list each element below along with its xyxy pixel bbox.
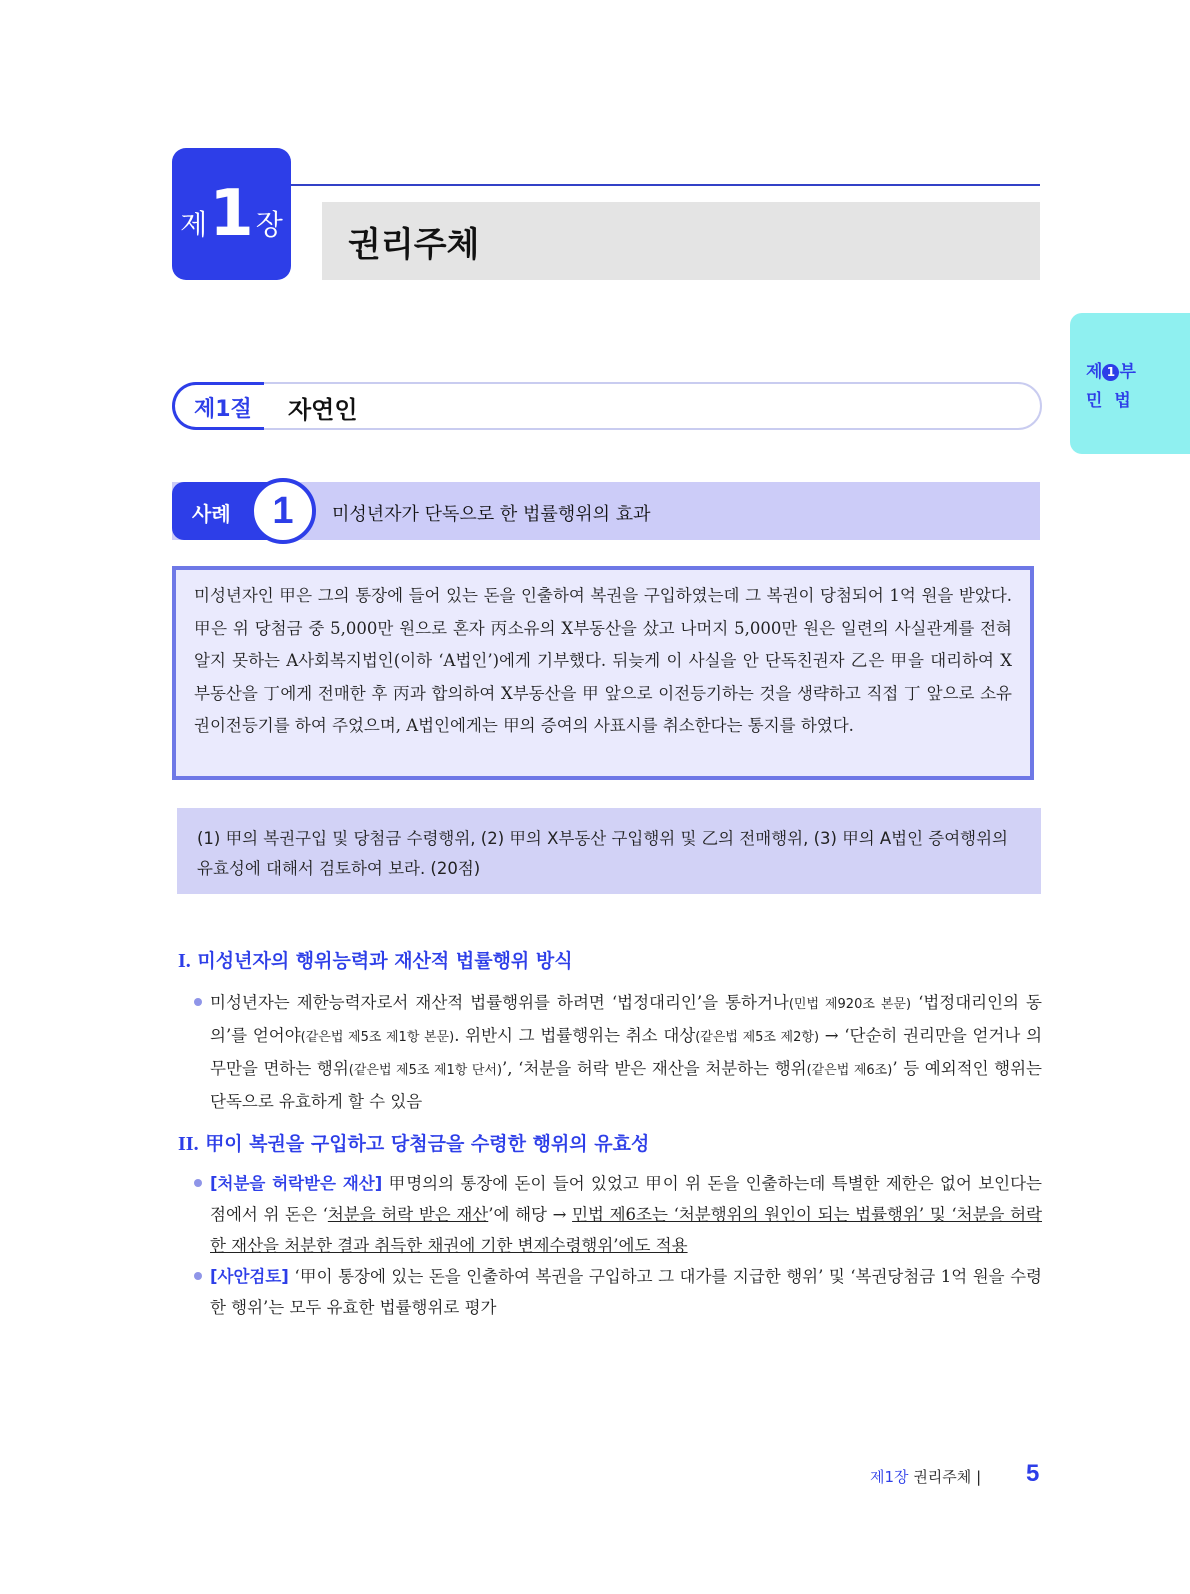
heading-1-roman: I. [178,950,191,972]
bullet-dot-icon [194,998,202,1006]
bullet-item [210,987,1042,1117]
bullet-tag: [사안검토] [210,1267,289,1286]
case-number: 1 [250,478,316,544]
footer-title: 권리주체 [913,1468,972,1486]
footer-chapter: 제1장 [870,1468,909,1486]
heading-1-text: 미성년자의 행위능력과 재산적 법률행위 방식 [197,950,573,972]
bullet-text: 미성년자는 제한능력자로서 재산적 법률행위를 하려면 ‘법정대리인’을 통하거나(민법 제920조 본문) ‘법정대리인의 동의’를 얻어야(같은법 제5조 제1항 본문). 위반시 그 법률행위는 취소 대상(같은법 제5조 제2항) → ‘단순히 권리만을 얻거나 의무만을 면하는 행위(같은법 제5조 제1항 단서)’, ‘처분을 허락 받은 재산을 처분하는 행위(같은법 제6조)’ 등 예외적인 행위는 단독으로 유효하게 할 수 있음 [210,993,1043,1111]
case-facts-text: 미성년자인 甲은 그의 통장에 들어 있는 돈을 인출하여 복권을 구입하였는데 그 복권이 당첨되어 1억 원을 받았다. 甲은 위 당첨금 중 5,000만 원으로 혼자 丙소유의 X부동산을 샀고 나머지 5,000만 원은 일련의 사실관계를 전혀 알지 못하는 A사회복지법인(이하 ‘A법인’)에게 기부했다. 뒤늦게 이 사실을 안 단독친권자 乙은 甲을 대리하여 X부동산을 丁에게 전매한 후 丙과 합의하여 X부동산을 甲 앞으로 이전등기하는 것을 생략하고 직접 丁 앞으로 소유권이전등기를 하여 주었으며, A법인에게는 甲의 증여의 사표시를 취소한다는 통지를 하였다. [194,586,1012,735]
bullet-text: [처분을 허락받은 재산] 甲명의의 통장에 돈이 들어 있었고 甲이 위 돈을 인출하는데 특별한 제한은 없어 보인다는 점에서 위 돈은 ‘처분을 허락 받은 재산’에 해당 → 민법 제6조는 ‘처분행위의 원인이 되는 법률행위’ 및 ‘처분을 허락한 재산을 처분한 결과 취득한 채권에 기한 변제수령행위’에도 적용 [210,1174,1043,1255]
bullet-dot-icon [194,1272,202,1280]
bullet-dot-icon [194,1179,202,1187]
footer-separator: | [976,1468,982,1486]
heading-1 [178,946,573,973]
section-title: 자연인 [288,396,358,424]
heading-2-text: 甲이 복권을 구입하고 당첨금을 수령한 행위의 유효성 [205,1133,650,1155]
case-title: 미성년자가 단독으로 한 법률행위의 효과 [332,504,651,525]
case-label: 사례 [192,502,231,526]
bullet-item [210,1168,1042,1261]
chapter-suffix: 장 [255,208,283,241]
side-tab-law-label: 민법 [1086,391,1143,411]
part-suffix: 부 [1119,362,1136,382]
case-facts-box [172,566,1034,780]
part-prefix: 제 [1086,362,1103,382]
part-number-circle: 1 [1102,364,1119,381]
question-box [177,808,1041,894]
bullet-tag: [처분을 허락받은 재산] [210,1174,383,1193]
chapter-prefix: 제 [180,208,208,241]
section-header [172,382,1042,428]
chapter-title: 권리주체 [348,224,480,265]
running-footer [870,1466,981,1487]
section-label: 제1절 [194,397,252,422]
question-text: (1) 甲의 복권구입 및 당첨금 수령행위, (2) 甲의 X부동산 구입행위 및 乙의 전매행위, (3) 甲의 A법인 증여행위의 유효성에 대해서 검토하여 보라. (20점) [197,829,1008,878]
bullet-item [210,1261,1042,1323]
bullet-text: [사안검토] ‘甲이 통장에 있는 돈을 인출하여 복권을 구입하고 그 대가를 지급한 행위’ 및 ‘복권당첨금 1억 원을 수령한 행위’는 모두 유효한 법률행위로 평가 [210,1267,1042,1317]
chapter-rule [291,184,1040,186]
chapter-number: 1 [209,177,254,251]
heading-2 [178,1129,649,1156]
chapter-title-box [322,202,1040,280]
heading-2-roman: II. [178,1133,199,1155]
case-header [172,482,1042,542]
side-tab-part[interactable] [1070,313,1190,454]
chapter-badge [172,148,291,280]
side-tab-part-label [1086,357,1136,382]
page-number: 5 [1026,1460,1040,1487]
